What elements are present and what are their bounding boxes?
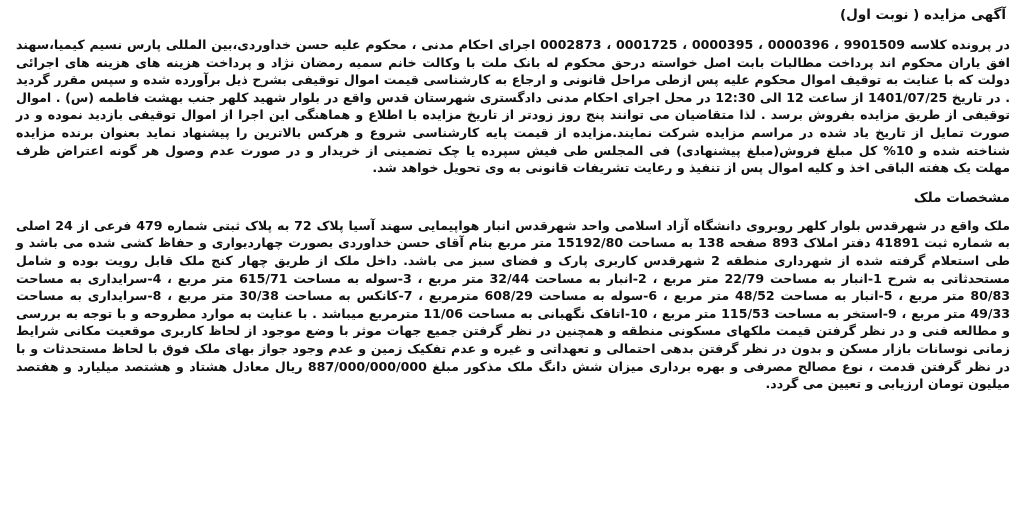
- property-description-paragraph: ملک واقع در شهرقدس بلوار کلهر روبروی دانشگاه آزاد اسلامی واحد شهرقدس انبار هواپیمایی سهند آسیا پلاک 72 به پلاک ثبتی شماره 479 فرعی از 24 اصلی به شماره ثبت 41891 دفتر املاک 893 صفحه 138 به مساحت 15192/80 متر مربع بنام آقای حسن خداوردی بصورت چهاردیواری و حفاظ کشی شده می باشد و طی استعلام گرفته شده از شهرداری منطقه 2 شهرقدس کاربری پارک و فضای سبز می باشد. داخل ملک از طریق چهار کنج ملک قابل رویت بوده و شامل مستحدثاتی به شرح 1-انبار به مساحت 22/79 متر مربع ، 2-انبار به مساحت 32/44 متر مربع ، 3-سوله به مساحت 615/71 متر مربع ، 4-سرایداری به مساحت 80/83 متر مربع ، 5-انبار به مساحت 48/52 متر مربع ، 6-سوله به مساحت 608/29 مترمربع ، 7-کانکس به مساحت 30/38 متر مربع ، 8-سرایداری به مساحت 49/33 متر مربع ، 9-استخر به مساحت 115/53 متر مربع ، 10-اتاقک نگهبانی به مساحت 11/06 مترمربع میباشد . با عنایت به موارد مطروحه و با توجه به بررسی و مطالعه فنی و در نظر گرفتن قیمت ملکهای مسکونی منطقه و همچنین در نظر گرفتن جمیع جهات موثر با وضع موجود از لحاظ کاربری موقعیت مکانی شرایط زمانی نوسانات بازار مسکن و بدون در نظر گرفتن بدهی احتمالی و تعهداتی و غیره و عدم تفکیک زمین و عدم وجود جواز بهای ملک فوق با لحاظ مستحدثات و با در نظر گرفتن قدمت ، نوع مصالح مصرفی و بهره برداری میزان شش دانگ ملک مذکور مبلغ 887/000/000/000 ریال معادل هشتاد و هشتصد میلیارد و هفتصد میلیون تومان ارزیابی و تعیین می گردد.: [16, 217, 1011, 392]
- notice-intro-paragraph: در پرونده کلاسه 9901509 ، 0000396 ، 0000395 ، 0001725 ، 0002873 اجرای احکام مدنی ، محکوم علیه حسن خداوردی،بین المللی پارس نسیم کیمیا،سهند افق یاران محکوم اند پرداخت مطالبات بابت اصل خواسته درحق محکوم له بانک ملت با وکالت خانم سمیه رمضان نژاد و پرداخت هزینه های هزینه های اجرائی دولت که با عنایت به توقیف اموال محکوم علیه پس ازطی مراحل قانونی و ارجاع به کارشناسی قیمت اموال توقیفی بشرح ذیل برآورده شده و سپس مقرر گردید . در تاریخ 1401/07/25 از ساعت 12 الی 12:30 در محل اجرای احکام مدنی دادگستری شهرستان قدس واقع در بلوار شهید کلهر جنب بهشت فاطمه (س) . اموال توقیفی از طریق مزایده بفروش برسد . لذا متقاضیان می توانند پنج روز زودتر از تاریخ مزایده با اطلاع و هماهنگی این اجرا از اموال توقیفی بازدید نموده و در صورت تمایل از تاریخ یاد شده در مراسم مزایده شرکت نمایند.مزایده از قیمت پایه کارشناسی شروع و هرکس بالاترین را پیشنهاد نماید بعنوان برنده مزایده شناخته شده و 10% کل مبلغ فروش(مبلغ پیشنهادی) فی المجلس طی فیش سپرده یا چک تضمینی از خریدار و در صورت عدم وصول هر گونه اعتراض ظرف مهلت یک هفته الباقی اخذ و کلیه اموال پس از تنفیذ و رعایت تشریفات قانونی به وی تحویل خواهد شد.: [16, 37, 1011, 176]
- property-section-title: مشخصات ملک: [913, 189, 1010, 206]
- notice-title: آگهی مزایده ( نوبت اول): [839, 7, 1006, 23]
